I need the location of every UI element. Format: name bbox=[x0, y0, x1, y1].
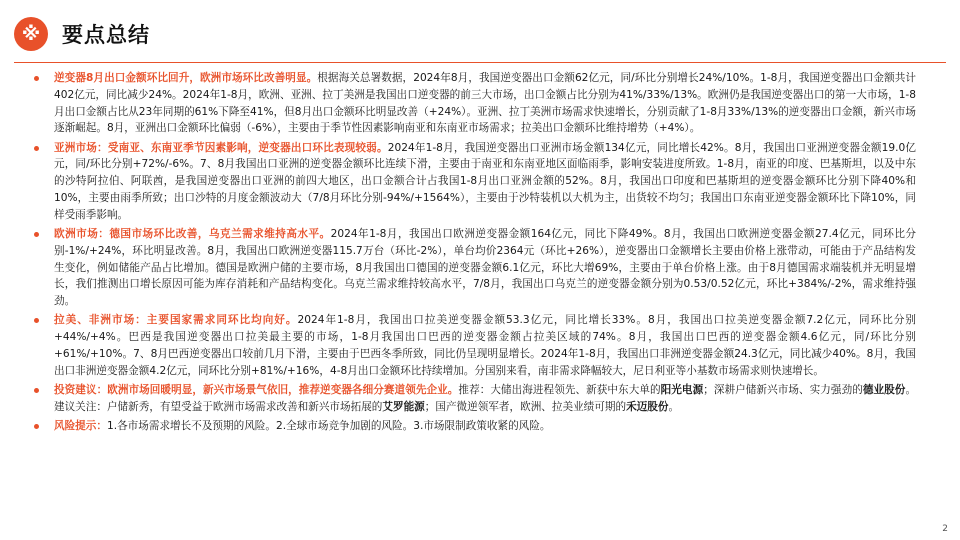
slide-header bbox=[14, 14, 150, 54]
paragraph-body: 2024年1-8月，我国逆变器出口亚洲市场金额134亿元，同比增长42%。8月，我国出口亚洲逆变器金额19.0亿元，同/环比分别+72%/-6%。7、8月我国出口亚洲的逆变器金额环比连续下滑，主要由于南亚和东南亚地区面临雨季，影响安装进度所致。1-8月，南亚的印度、巴基斯坦，以及中东的沙特阿拉伯、阿联酋，是我国逆变器出口亚洲的前四大地区，出口金额合计占我国1-8月出口亚洲金额的52%。8月，我国出口印度和巴基斯坦的逆变器金额环比分别下降40%和10%，主要由雨季所致；出口沙特的月度金额波动大（7/8月环比分别-94%/+1564%），主要由于沙特装机以大机为主，出货较不均匀；我国出口东南亚逆变器金额环比下降10%，同样受雨季影响。 bbox=[54, 141, 916, 221]
paragraph-heading: 逆变器8月出口金额环比回升，欧洲市场环比改善明显。 bbox=[54, 72, 318, 84]
paragraph-heading: 风险提示： bbox=[54, 419, 107, 432]
company-name: 阳光电源 bbox=[660, 383, 704, 396]
paragraph-body: 根据海关总署数据，2024年8月，我国逆变器出口金额62亿元，同/环比分别增长24%/10%。1-8月，我国逆变器出口金额共计402亿元，同比减少24%。2024年1-8月，欧洲、亚洲、拉丁美洲是我国出口逆变器的前三大市场，出口金额占比分别为41%/33%/13%。欧洲仍是我国逆变器出口的第一大市场，1-8月出口金额占比从23年同期的61%下降至41%，但8月出口金额环比明显改善（+24%）。亚洲、拉丁美洲市场需求快速增长，分别贡献了1-8月33%/13%的逆变器出口金额，新兴市场逐渐崛起。8月，亚洲出口金额环比偏弱（-6%），主要由于季节性因素影响南亚和东南亚市场需求；拉美出口金额环比维持增势（+4%）。 bbox=[54, 72, 916, 135]
paragraph-body: 2024年1-8月，我国出口拉美逆变器金额53.3亿元，同比增长33%。8月，我国出口拉美逆变器金额7.2亿元，同环比分别+44%/+4%。巴西是我国逆变器出口拉美最主要的市场，1-8月我国出口巴西的逆变器金额占拉美区域的74%。8月，我国出口巴西的逆变器金额4.6亿元，同/环比分别+61%/+10%。7、8月巴西逆变器出口较前几月下滑，主要由于巴西冬季所致，同比仍呈现明显增长。2024年1-8月，我国出口非洲逆变器金额24.3亿元，同比减少40%。8月，我国出口非洲逆变器金额4.2亿元，同环比分别+81%/+16%，4-8月出口金额环比持续增加。分国别来看，南非需求降幅较大，尼日利亚等小基数市场需求则快速增长。 bbox=[54, 314, 917, 377]
company-name: 艾罗能源 bbox=[382, 400, 425, 413]
paragraph-heading: 投资建议：欧洲市场回暖明显，新兴市场景气依旧，推荐逆变器各细分赛道领先企业。 bbox=[54, 383, 459, 396]
paragraph-asia-market bbox=[54, 140, 916, 224]
company-name: 德业股份 bbox=[862, 383, 906, 396]
paragraph-body: 推荐：大储出海进程领先、新获中东大单的 bbox=[458, 383, 661, 396]
paragraph-body: ；深耕户储新兴市场、实力强劲的 bbox=[703, 383, 863, 396]
paragraph-heading: 欧洲市场：德国市场环比改善，乌克兰需求维持高水平。 bbox=[54, 227, 331, 240]
page-title: 要点总结 bbox=[62, 23, 150, 47]
paragraph-europe-market bbox=[54, 226, 916, 310]
paragraph-body: 。 bbox=[668, 400, 680, 413]
logo-icon: ※ bbox=[14, 17, 48, 51]
paragraph-heading: 亚洲市场：受南亚、东南亚季节因素影响，逆变器出口环比表现较弱。 bbox=[54, 141, 388, 154]
paragraph-body: 1.各市场需求增长不及预期的风险。2.全球市场竞争加剧的风险。3.市场限制政策收紧的风险。 bbox=[106, 419, 551, 432]
paragraph-heading: 拉美、非洲市场：主要国家需求同环比均向好。 bbox=[54, 314, 298, 327]
paragraph-export-overview bbox=[54, 70, 916, 137]
paragraph-body: 。建议关注：户储新秀，有望受益于欧洲市场需求改善和新兴市场拓展的 bbox=[54, 383, 917, 413]
summary-content bbox=[54, 70, 916, 437]
paragraph-investment-advice bbox=[54, 382, 916, 416]
page-number: 2 bbox=[942, 524, 948, 534]
paragraph-risk-warning bbox=[54, 418, 916, 435]
paragraph-body: ；国产微逆领军者，欧洲、拉美业绩可期的 bbox=[424, 400, 627, 413]
company-name: 禾迈股份 bbox=[626, 400, 669, 413]
paragraph-body: 2024年1-8月，我国出口欧洲逆变器金额164亿元，同比下降49%。8月，我国出口欧洲逆变器金额27.4亿元，同环比分别-1%/+24%，环比明显改善。8月，我国出口欧洲逆变器115.7万台（环比-2%），单台均价2364元（环比+26%），逆变器出口金额增长主要由价格上涨带动，可能由于产品结构发生变化，例如储能产品占比增加。德国是欧洲户储的主要市场，8月我国出口德国的逆变器金额6.1亿元，环比大增69%，主要由于单台价格上涨。由于8月德国需求端装机并无明显增长，我们推测出口增长原因可能为库存消耗和产品结构变化。乌克兰需求维持较高水平，7/8月，我国出口乌克兰的逆变器金额分别为0.53/0.52亿元，环比+384%/-2%，需求维持强劲。 bbox=[54, 227, 917, 308]
header-divider bbox=[14, 62, 946, 63]
paragraph-latam-africa-market bbox=[54, 312, 916, 379]
